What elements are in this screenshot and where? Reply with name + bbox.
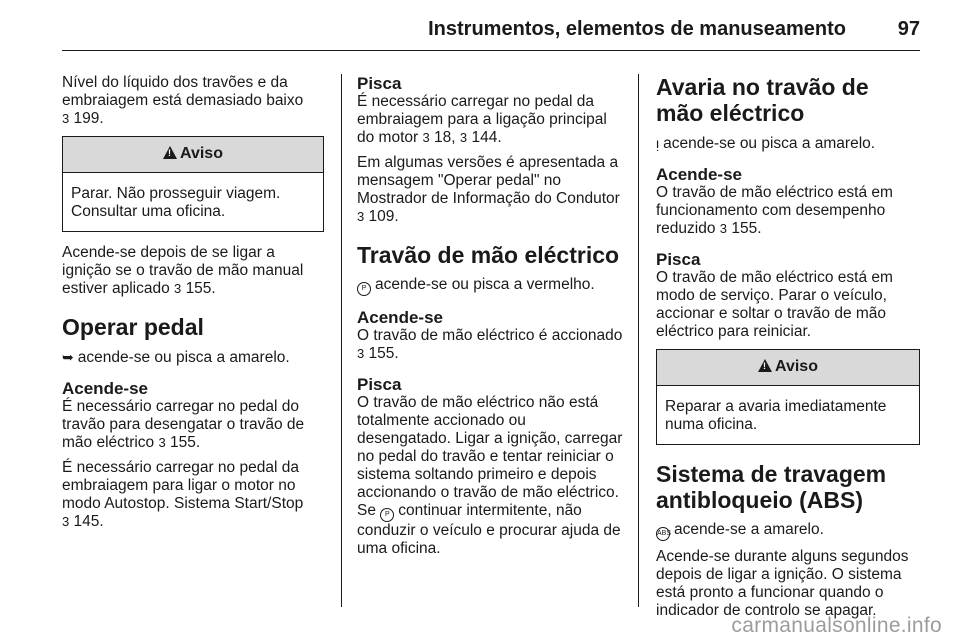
parking-brake-indicator-line: P acende-se ou pisca a vermelho. bbox=[357, 276, 623, 296]
column-3 bbox=[656, 74, 920, 627]
subheading: Pisca bbox=[656, 250, 701, 269]
page-ref-icon: 3 bbox=[158, 435, 166, 450]
pedal-indicator-line: ➥ acende-se ou pisca a amarelo. bbox=[62, 349, 290, 366]
paragraph: O travão de mão eléctrico está em funcionamento com desempenho reduzido 3 155. bbox=[656, 184, 893, 237]
paragraph: Em algumas versões é apresentada a mensagem "Operar pedal" no Mostrador de Informação do Condutor 3 109. bbox=[357, 154, 620, 225]
subheading: Pisca bbox=[357, 375, 402, 394]
subheading: Acende-se bbox=[656, 165, 742, 184]
page-number: 97 bbox=[897, 18, 920, 40]
brake-service-icon: ᴉ bbox=[656, 135, 660, 151]
paragraph: É necessário carregar no pedal da embraiagem para ligar o motor no modo Autostop. Sistema Start/Stop 3 145. bbox=[62, 459, 304, 530]
column-1 bbox=[62, 74, 324, 538]
warning-header: !Aviso bbox=[63, 137, 323, 173]
page-header bbox=[62, 14, 920, 51]
section-heading: Operar pedal bbox=[62, 314, 204, 340]
subheading: Pisca bbox=[357, 74, 402, 93]
warning-box bbox=[62, 136, 324, 232]
paragraph: É necessário carregar no pedal da embraiagem para a ligação principal do motor 3 18, 3 144. bbox=[357, 93, 607, 146]
warning-text: Parar. Não prosseguir viagem. Consultar uma oficina. bbox=[71, 185, 281, 220]
paragraph: O travão de mão eléctrico está em modo de serviço. Parar o veículo, accionar e soltar o travão de mão eléctrico para reiniciar. bbox=[656, 269, 893, 340]
page-ref-icon: 3 bbox=[62, 111, 70, 126]
warning-header: !Aviso bbox=[657, 350, 919, 386]
warning-triangle-icon bbox=[163, 146, 177, 159]
section-heading: Avaria no travão de mão eléctrico bbox=[656, 74, 869, 126]
page-ref-icon: 3 bbox=[62, 514, 70, 529]
subheading: Acende-se bbox=[357, 308, 443, 327]
paragraph: O travão de mão eléctrico é accionado 3 155. bbox=[357, 327, 623, 362]
column-divider bbox=[341, 74, 342, 607]
page-ref-icon: 3 bbox=[357, 209, 365, 224]
page-ref-icon: 3 bbox=[719, 221, 728, 236]
page-ref-icon: 3 bbox=[459, 130, 468, 145]
warning-box bbox=[656, 349, 920, 445]
intro-paragraph: Nível do líquido dos travões e da embraiagem está demasiado baixo 3 199. bbox=[62, 74, 304, 127]
brake-service-indicator-line: ᴉ acende-se ou pisca a amarelo. bbox=[656, 135, 876, 152]
section-heading: Sistema de travagem antibloqueio (ABS) bbox=[656, 461, 887, 513]
abs-indicator-line: ABS acende-se a amarelo. bbox=[656, 521, 920, 541]
page-ref-icon: 3 bbox=[357, 346, 365, 361]
handbrake-paragraph: Acende-se depois de se ligar a ignição se o travão de mão manual estiver aplicado 3 155. bbox=[62, 244, 304, 297]
page-ref-icon: 3 bbox=[174, 281, 182, 296]
pedal-icon: ➥ bbox=[62, 349, 74, 365]
warning-triangle-icon bbox=[758, 359, 772, 372]
page-ref-icon: 3 bbox=[422, 130, 430, 145]
section-heading: Travão de mão eléctrico bbox=[357, 242, 620, 268]
page-title: Instrumentos, elementos de manuseamento bbox=[428, 18, 846, 40]
paragraph: Acende-se durante alguns segundos depois de ligar a ignição. O sistema está pronto a funcionar quando o indicador de controlo se apagar. bbox=[656, 548, 909, 619]
warning-text: Reparar a avaria imediatamente numa oficina. bbox=[665, 398, 887, 433]
paragraph: É necessário carregar no pedal do travão para desengatar o travão de mão eléctrico 3 155. bbox=[62, 398, 305, 451]
paragraph: O travão de mão eléctrico não está totalmente accionado ou desengatado. Ligar a ignição, carregar no pedal do travão e tentar reiniciar o sistema soltando primeiro e depois accionando o travão de mão eléctrico. Se P continuar intermitente, não conduzir o veículo e procurar ajuda de uma oficina. bbox=[357, 394, 623, 557]
abs-icon: ABS bbox=[656, 527, 670, 541]
parking-brake-icon: P bbox=[357, 282, 371, 296]
column-2 bbox=[357, 74, 623, 565]
watermark: carmanualsonline.info bbox=[731, 614, 942, 637]
column-divider bbox=[638, 74, 639, 607]
subheading: Acende-se bbox=[62, 379, 148, 398]
parking-brake-icon: P bbox=[380, 508, 394, 522]
